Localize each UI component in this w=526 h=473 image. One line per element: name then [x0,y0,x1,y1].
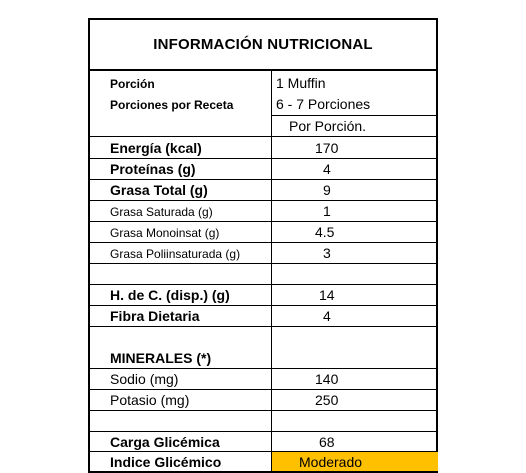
table-title: INFORMACIÓN NUTRICIONAL [153,35,373,53]
row-value: 14 [319,287,335,303]
grid-line [88,326,438,327]
row-value: 1 [323,203,331,219]
glycemic-index-value: Moderado [299,454,363,470]
grid-line [88,221,438,222]
row-label: Potasio (mg) [110,392,190,408]
portion-label: Porción [110,77,155,91]
row-value: 140 [315,371,339,387]
row-label: H. de C. (disp.) (g) [110,287,230,303]
grid-line [88,136,438,137]
row-label: Grasa Monoinsat (g) [110,226,220,240]
row-label: Fibra Dietaria [110,308,200,324]
grid-line [88,410,438,411]
column-divider [271,71,272,473]
nutrition-table [88,18,438,473]
row-label: Sodio (mg) [110,371,179,387]
row-label: Grasa Poliinsaturada (g) [110,247,241,261]
row-value: 3 [323,245,331,261]
per-portion-header: Por Porción. [289,118,367,134]
row-value: 250 [315,392,339,408]
grid-line [88,431,438,432]
row-value: 4 [323,161,331,177]
row-label: Indice Glicémico [110,454,222,470]
row-label: Grasa Total (g) [110,182,208,198]
grid-line [88,451,438,452]
grid-line [271,115,437,116]
row-label: Carga Glicémica [110,434,220,450]
portion-value: 1 Muffin [276,75,326,91]
row-label: Energía (kcal) [110,140,202,156]
row-value: 170 [315,140,339,156]
servings-label: Porciones por Receta [110,98,234,112]
row-label: Proteínas (g) [110,161,196,177]
minerals-header: MINERALES (*) [110,350,212,366]
grid-line [88,158,438,159]
grid-line [88,200,438,201]
border-right [436,18,438,473]
border-left [88,18,90,473]
row-label: Grasa Saturada (g) [110,205,213,219]
row-value: 68 [319,434,335,450]
grid-line [88,263,438,264]
grid-line [88,368,438,369]
row-value: 4 [323,308,331,324]
row-value: 9 [323,182,331,198]
row-value: 4.5 [315,224,335,240]
grid-line [88,179,438,180]
grid-line [88,389,438,390]
grid-line [88,305,438,306]
servings-value: 6 - 7 Porciones [276,96,371,112]
grid-line [88,242,438,243]
grid-line [88,284,438,285]
